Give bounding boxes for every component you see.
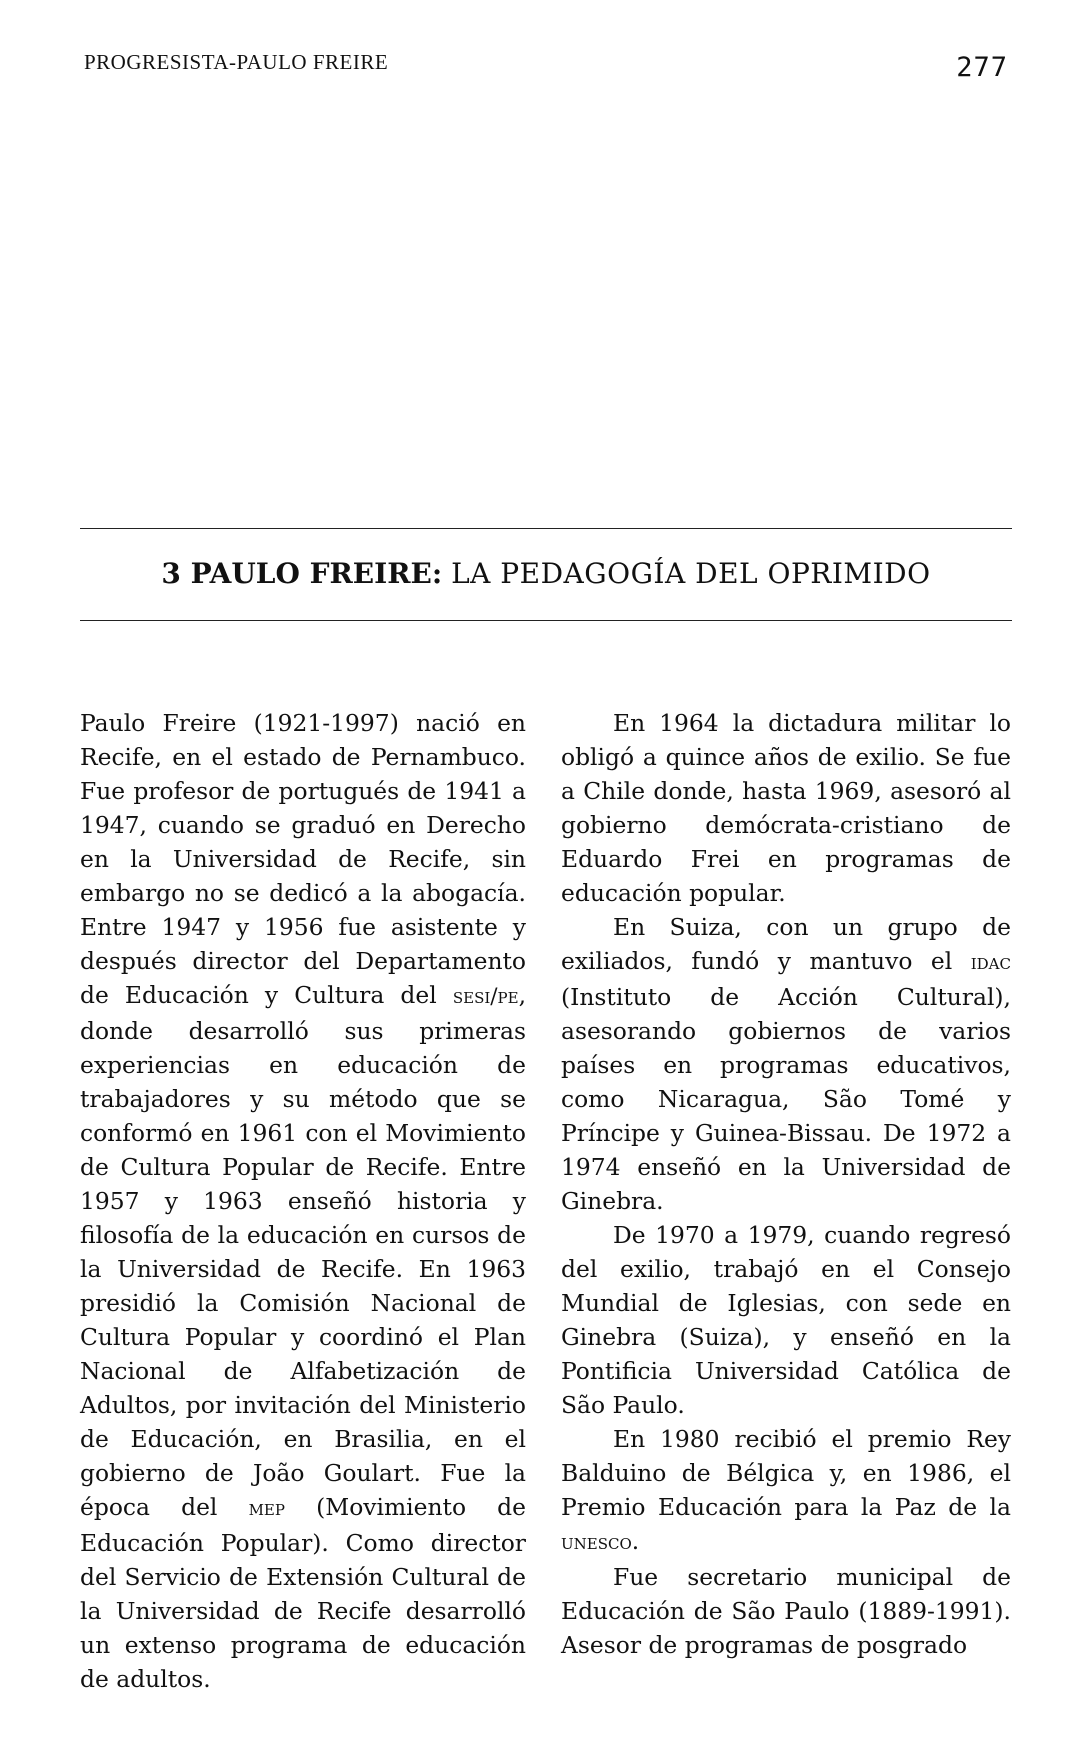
abbreviation-idac: idac: [970, 950, 1011, 975]
text-segment: (Instituto de Acción Cultural), asesorando gobiernos de varios países en programas educativos, como Nicaragua, São Tomé y Príncipe y Guinea-Bissau. De 1972 a 1974 enseñó en la Universidad de Ginebra.: [561, 983, 1011, 1215]
abbreviation-mep: mep: [248, 1496, 285, 1521]
chapter-title-rest: LA PEDAGOGÍA DEL OPRIMIDO: [451, 557, 931, 590]
text-segment: (Movimiento de Educación Popular). Como director del Servicio de Extensión Cultural de la Universidad de Recife desarrolló un extenso programa de educación de adultos.: [80, 1493, 526, 1693]
text-segment: , donde desarrolló sus primeras experiencias en educación de trabajadores y su método que se conformó en 1961 con el Movimiento de Cultura Popular de Recife. Entre 1957 y 1963 enseñó historia y filosofía de la educación en cursos de la Universidad de Recife. En 1963 presidió la Comisión Nacional de Cultura Popular y coordinó el Plan Nacional de Alfabetización de Adultos, por invitación del Ministerio de Educación, en Brasilia, en el gobierno de João Goulart. Fue la época del: [80, 981, 526, 1521]
paragraph-award: [561, 1422, 1011, 1560]
chapter-title: [80, 557, 1012, 590]
chapter-title-lead: 3 PAULO FREIRE:: [161, 557, 443, 590]
paragraph-exile: En 1964 la dictadura militar lo obligó a quince años de exilio. Se fue a Chile donde, hasta 1969, asesoró al gobierno demócrata-cristiano de Eduardo Frei en programas de educación popular.: [561, 709, 1011, 907]
running-head: PROGRESISTA-PAULO FREIRE: [84, 50, 389, 74]
text-segment: Paulo Freire (1921-1997) nació en Recife, en el estado de Pernambuco. Fue profesor de portugués de 1941 a 1947, cuando se graduó en Derecho en la Universidad de Recife, sin embargo no se dedicó a la abogacía. Entre 1947 y 1956 fue asistente y después director del Departamento de Educación y Cultura del: [80, 709, 526, 1009]
left-column: [80, 706, 526, 1696]
paragraph-secretary: Fue secretario municipal de Educación de São Paulo (1889-1991). Asesor de programas de posgrado: [561, 1563, 1011, 1659]
paragraph-biography: [80, 706, 526, 1696]
paragraph-switzerland: [561, 910, 1011, 1218]
page-number: 277: [956, 52, 1008, 83]
abbreviation-unesco: unesco: [561, 1530, 632, 1555]
abbreviation-sesi-pe: sesi/pe: [452, 984, 519, 1009]
text-segment: En 1980 recibió el premio Rey Balduino de Bélgica y, en 1986, el Premio Educación para la Paz de la: [561, 1425, 1011, 1521]
right-column: [561, 706, 1011, 1662]
text-segment: .: [631, 1527, 640, 1555]
paragraph-return: De 1970 a 1979, cuando regresó del exilio, trabajó en el Consejo Mundial de Iglesias, con sede en Ginebra (Suiza), y enseñó en la Pontificia Universidad Católica de São Paulo.: [561, 1221, 1011, 1419]
title-rule-top: [80, 528, 1012, 529]
title-rule-bottom: [80, 620, 1012, 621]
text-segment: En Suiza, con un grupo de exiliados, fundó y mantuvo el: [561, 913, 1011, 975]
